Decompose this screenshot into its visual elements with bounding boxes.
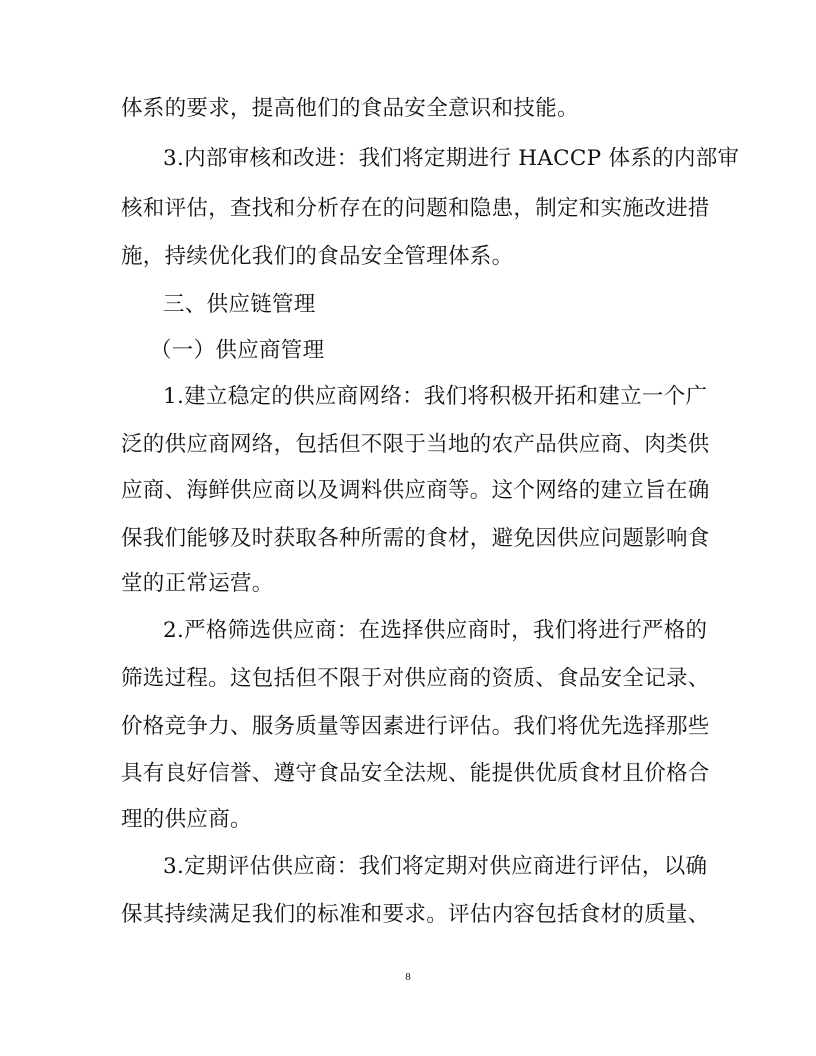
page-number: 8 bbox=[405, 971, 411, 983]
text-line: 3.内部审核和改进：我们将定期进行 HACCP 体系的内部审 bbox=[163, 146, 740, 171]
text-line: 核和评估，查找和分析存在的问题和隐患，制定和实施改进措 bbox=[121, 196, 710, 221]
text-line: 泛的供应商网络，包括但不限于当地的农产品供应商、肉类供 bbox=[121, 432, 710, 457]
text-line: 1.建立稳定的供应商网络：我们将积极开拓和建立一个广 bbox=[163, 384, 708, 409]
text-line: 保我们能够及时获取各种所需的食材，避免因供应问题影响食 bbox=[121, 526, 710, 551]
text-line: 2.严格筛选供应商：在选择供应商时，我们将进行严格的 bbox=[163, 618, 708, 643]
text-line: 堂的正常运营。 bbox=[121, 571, 274, 596]
text-line: 保其持续满足我们的标准和要求。评估内容包括食材的质量、 bbox=[121, 902, 710, 927]
text-line: 应商、海鲜供应商以及调料供应商等。这个网络的建立旨在确 bbox=[121, 478, 710, 503]
text-line: 理的供应商。 bbox=[121, 807, 252, 832]
section-heading: 三、供应链管理 bbox=[163, 292, 316, 317]
subsection-heading: （一）供应商管理 bbox=[150, 338, 325, 363]
text-line: 筛选过程。这包括但不限于对供应商的资质、食品安全记录、 bbox=[121, 666, 710, 691]
text-line: 施，持续优化我们的食品安全管理体系。 bbox=[121, 244, 514, 269]
text-line: 体系的要求，提高他们的食品安全意识和技能。 bbox=[121, 96, 579, 121]
text-line: 3.定期评估供应商：我们将定期对供应商进行评估，以确 bbox=[163, 854, 708, 879]
text-line: 价格竞争力、服务质量等因素进行评估。我们将优先选择那些 bbox=[121, 714, 710, 739]
text-line: 具有良好信誉、遵守食品安全法规、能提供优质食材且价格合 bbox=[121, 761, 710, 786]
